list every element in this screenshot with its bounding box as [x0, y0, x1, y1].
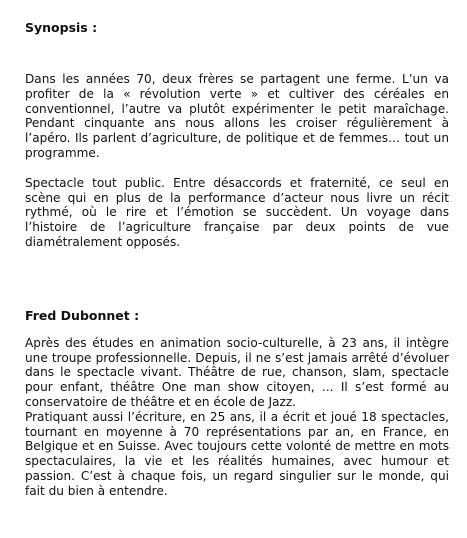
synopsis-heading: Synopsis :	[25, 20, 98, 35]
synopsis-paragraph-2: Spectacle tout public. Entre désaccords et fraternité, ce seul en scène qui en plus de la performance d’acteur nous livre un récit rythmé, où le rire et l’émotion se succèdent. Un voyage dans l’histoire de l’agriculture française par deux points de vue diamétralement opposés.	[25, 175, 449, 249]
document-page	[25, 20, 449, 499]
bio-heading: Fred Dubonnet :	[25, 307, 140, 323]
synopsis-paragraph-1: Dans les années 70, deux frères se partagent une ferme. L’un va profiter de la « révolution verte » et cultiver des céréales en conventionnel, l’autre va plutôt expérimenter le petit maraîchage. Pendant cinquante ans nous allons les croiser régulièrement à l’apéro. Ils parlent d’agriculture, de politique et de femmes… tout un programme.	[25, 72, 449, 160]
bio-paragraph-1: Après des études en animation socio-culturelle, à 23 ans, il intègre une troupe professionnelle. Depuis, il ne s’est jamais arrêté d’évoluer dans le spectacle vivant. Théâtre de rue, chanson, slam, spectacle pour enfant, théâtre One man show citoyen, ... Il s’est formé au conservatoire de théâtre et en école de Jazz.	[25, 335, 449, 409]
bio-paragraph-2: Pratiquant aussi l’écriture, en 25 ans, il a écrit et joué 18 spectacles, tournant en moyenne à 70 représentations par an, en France, en Belgique et en Suisse. Avec toujours cette volonté de mettre en mots spectaculaires, la vie et les réalités humaines, avec humour et passion. C’est à chaque fois, un regard singulier sur le monde, qui fait du bien à entendre.	[25, 409, 449, 498]
